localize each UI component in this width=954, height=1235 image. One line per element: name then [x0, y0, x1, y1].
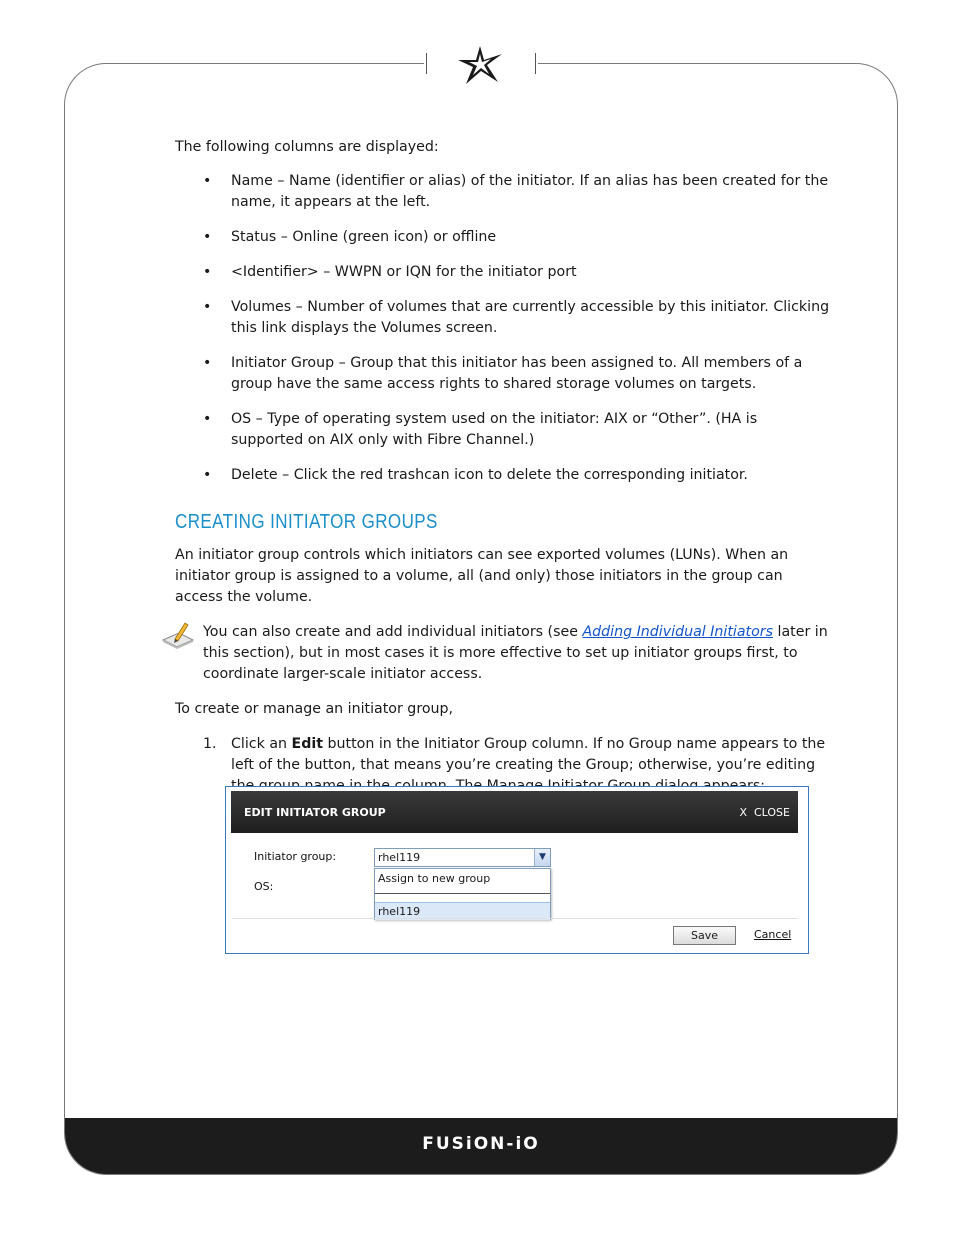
adding-initiators-link[interactable]: Adding Individual Initiators: [582, 624, 774, 640]
bullet-icon: •: [203, 264, 212, 280]
section-heading: CREATING INITIATOR GROUPS: [175, 511, 438, 533]
bullet-icon: •: [203, 229, 212, 245]
group-dropdown-list: [374, 868, 551, 920]
dialog-header: [231, 791, 798, 833]
bullet-icon: •: [203, 299, 212, 315]
brand-logo: FUSiON-iO: [422, 1134, 540, 1154]
page-number: 26: [846, 1129, 864, 1145]
save-button[interactable]: Save: [673, 926, 736, 945]
header-tick-left: [426, 53, 427, 74]
initiator-group-select[interactable]: rhel119 ▼: [374, 848, 551, 867]
dialog-title: EDIT INITIATOR GROUP: [244, 806, 386, 819]
note-block: You can also create and add individual initiators (see Adding Individual Initiators later in this section), but in most cases it is more effective to set up initiator groups first, to coordinate larger-scale initiator access.: [175, 622, 830, 685]
lead-text: To create or manage an initiator group,: [175, 701, 454, 717]
star-logo-icon: [452, 40, 508, 88]
list-item: 1. Click an Edit button in the Initiator Group column. If no Group name appears to the left of the button, that means you’re creating the Group; otherwise, you’re editing: [203, 736, 826, 773]
cancel-link[interactable]: Cancel: [754, 928, 792, 941]
option-rhel119[interactable]: rhel119: [375, 902, 550, 920]
list-item: • OS – Type of operating system used on the initiator: AIX or “Other”. (HA is supported on AIX only with Fibre Channel.): [203, 411, 758, 448]
option-assign-new-group[interactable]: Assign to new group: [378, 872, 491, 885]
section-paragraph: An initiator group controls which initiators can see exported volumes (LUNs). When an initiator group is assigned to a volume, all (and only) those initiators in the group can access the volume.: [175, 547, 789, 605]
list-item: • Volumes – Number of volumes that are currently accessible by this initiator. Clicking this link displays the Volumes screen.: [203, 299, 830, 336]
columns-list: [175, 171, 830, 486]
dialog-divider: [232, 918, 798, 919]
intro-text: The following columns are displayed:: [175, 139, 439, 155]
edit-keyword: Edit: [291, 736, 324, 752]
os-label: OS:: [254, 880, 274, 893]
dialog-close-button[interactable]: X CLOSE: [739, 806, 790, 819]
header-tick-right: [535, 53, 536, 74]
list-item: • Status – Online (green icon) or offline: [175, 227, 830, 248]
bullet-icon: •: [203, 467, 212, 483]
step-number: 1.: [203, 736, 217, 752]
initiator-group-label: Initiator group:: [254, 850, 337, 863]
footer-bar: [65, 1118, 897, 1174]
bullet-icon: •: [203, 355, 212, 371]
list-item: • Name – Name (identifier or alias) of the initiator. If an alias has been created for the name, it appears at the left.: [203, 173, 829, 210]
note-pencil-icon: [161, 620, 195, 650]
list-item: • <Identifier> – WWPN or IQN for the initiator port: [175, 262, 830, 283]
chevron-down-icon[interactable]: ▼: [534, 849, 550, 866]
main-content: [175, 137, 830, 797]
list-item: • Initiator Group – Group that this initiator has been assigned to. All members of a group have the same access rights to shared storage volumes on targets.: [203, 355, 803, 392]
bullet-icon: •: [203, 411, 212, 427]
edit-initiator-group-dialog: [225, 786, 809, 954]
list-item: • Delete – Click the red trashcan icon to delete the corresponding initiator.: [175, 465, 830, 486]
bullet-icon: •: [203, 173, 212, 189]
dropdown-divider: [375, 893, 550, 894]
